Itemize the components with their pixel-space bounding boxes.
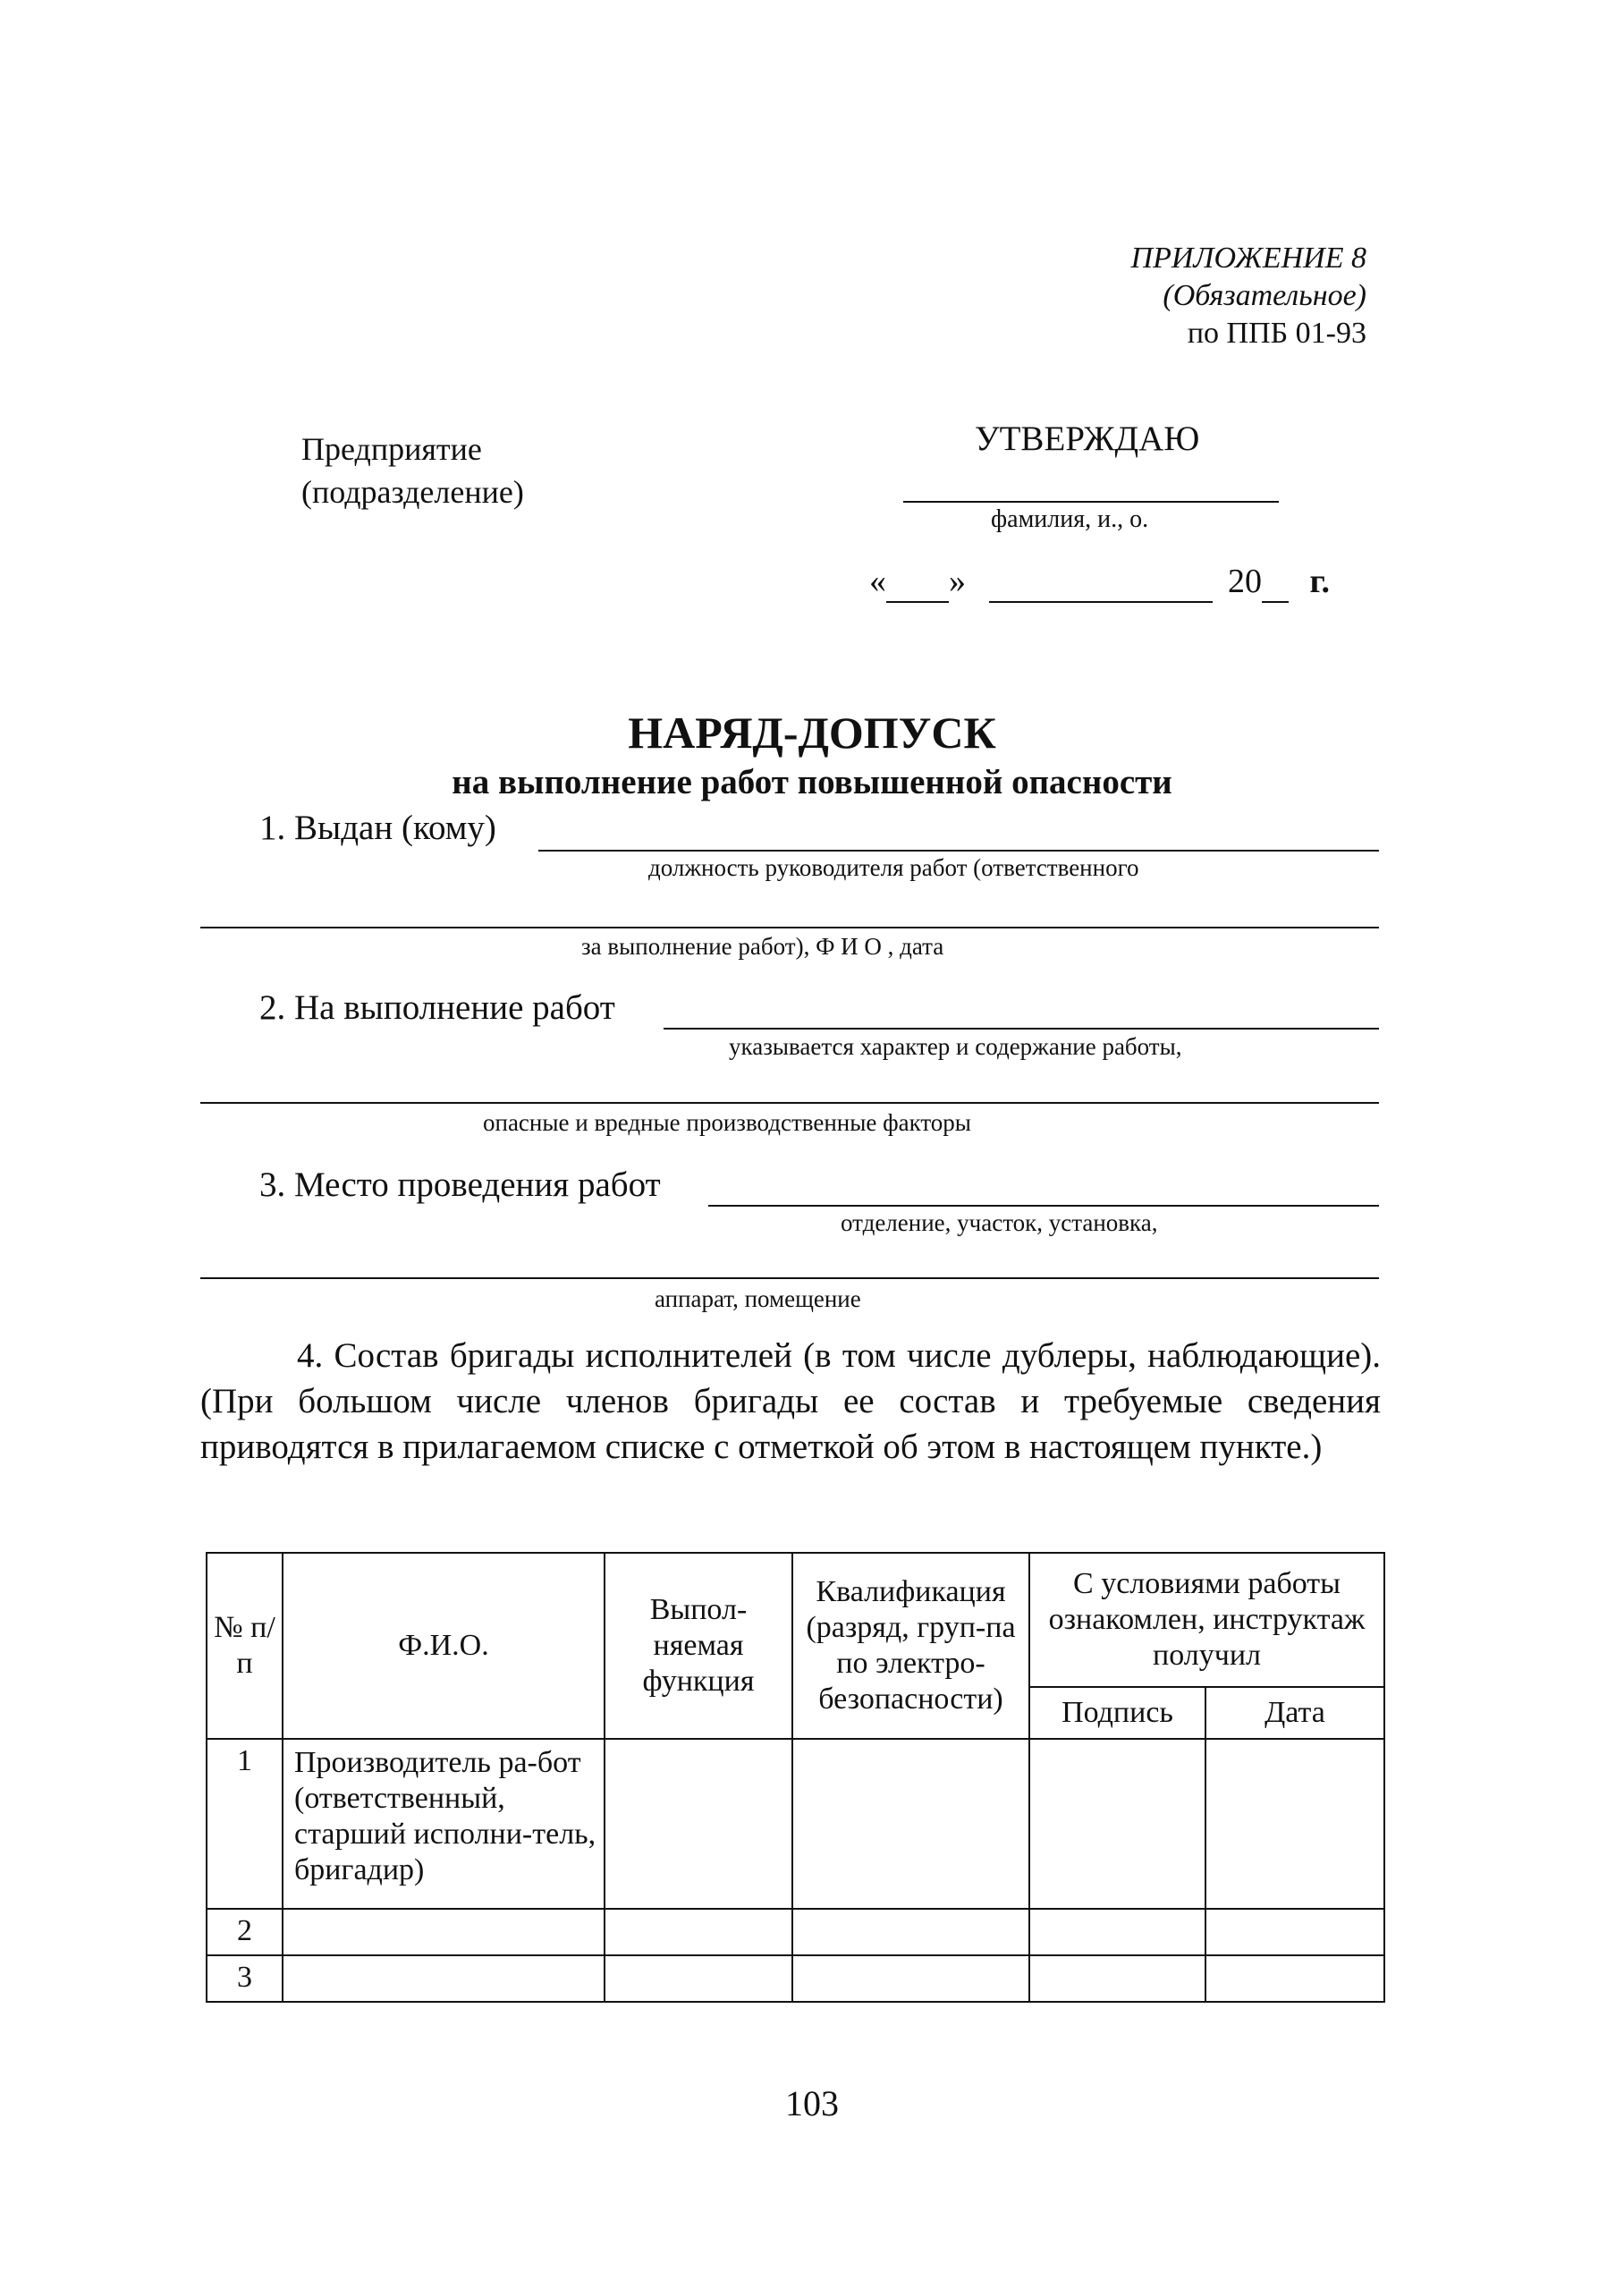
row-date-cell	[1205, 1739, 1384, 1909]
approval-date-row	[869, 562, 1330, 603]
date-quote-open: «	[869, 563, 886, 600]
year-suffix: г.	[1309, 563, 1330, 600]
work-line	[664, 1028, 1379, 1030]
appendix-reference: по ППБ 01-93	[1187, 317, 1366, 350]
row-qualification-cell	[792, 1739, 1029, 1909]
place-line	[708, 1205, 1379, 1207]
approver-name-line	[903, 501, 1279, 503]
issued-to-label: 1. Выдан (кому)	[259, 809, 496, 847]
appendix-title: ПРИЛОЖЕНИЕ 8	[1130, 242, 1366, 275]
issued-to-caption-2: за выполнение работ), Ф И О , дата	[581, 933, 944, 960]
header-signature: Подпись	[1029, 1687, 1205, 1739]
header-function: Выпол-няемая функция	[605, 1553, 792, 1739]
place-label: 3. Место проведения работ	[259, 1165, 661, 1204]
approval-heading: УТВЕРЖДАЮ	[975, 420, 1200, 458]
work-label: 2. На выполнение работ	[259, 988, 615, 1027]
row-function-cell	[605, 1739, 792, 1909]
issued-to-caption-1: должность руководителя работ (ответственного	[648, 854, 1139, 881]
place-caption-1: отделение, участок, установка,	[841, 1209, 1158, 1236]
issued-to-line-2	[200, 927, 1379, 928]
appendix-header	[1131, 240, 1366, 352]
table-row	[207, 1955, 1384, 2002]
place-line-2	[200, 1277, 1379, 1279]
row-qualification-cell	[792, 1909, 1029, 1955]
table-row	[207, 1909, 1384, 1955]
subdivision-label: (подразделение)	[301, 474, 524, 510]
row-fio	[283, 1955, 605, 2002]
header-number: № п/п	[207, 1553, 283, 1739]
page-number: 103	[785, 2083, 839, 2123]
work-line-2	[200, 1102, 1379, 1104]
row-date-cell	[1205, 1955, 1384, 2002]
row-fio: Производитель ра-бот (ответственный, старший исполни-тель, бригадир)	[283, 1739, 605, 1909]
work-caption-1: указывается характер и содержание работы,	[729, 1033, 1182, 1060]
row-function-cell	[605, 1955, 792, 2002]
row-signature-cell	[1029, 1909, 1205, 1955]
organization-label: Предприятие	[301, 431, 482, 467]
date-quote-close: »	[949, 563, 966, 600]
header-qualification: Квалификация (разряд, груп-па по электро-безопасности)	[792, 1553, 1029, 1739]
year-prefix: 20	[1228, 563, 1262, 600]
row-fio	[283, 1909, 605, 1955]
row-number: 3	[207, 1955, 283, 2002]
issued-to-line	[538, 850, 1379, 852]
place-caption-2: аппарат, помещение	[655, 1285, 861, 1312]
brigade-table	[206, 1552, 1385, 2003]
table-row	[207, 1739, 1384, 1909]
year-blank	[1262, 562, 1289, 603]
row-number: 1	[207, 1739, 283, 1909]
header-conditions: С условиями работы ознакомлен, инструктаж получил	[1029, 1553, 1384, 1687]
month-blank	[989, 562, 1213, 603]
day-blank	[886, 562, 949, 603]
document-title: НАРЯД-ДОПУСК	[628, 708, 996, 758]
row-number: 2	[207, 1909, 283, 1955]
row-function-cell	[605, 1909, 792, 1955]
row-qualification-cell	[792, 1955, 1029, 2002]
row-date-cell	[1205, 1909, 1384, 1955]
header-fio: Ф.И.О.	[283, 1553, 605, 1739]
brigade-composition-paragraph: 4. Состав бригады исполнителей (в том числе дублеры, наблюдающие). (При большом числе членов бригады ее состав и требуемые сведения приводятся в прилагаемом списке с отметкой об этом в настоящем пункте.)	[200, 1336, 1381, 1466]
row-signature-cell	[1029, 1739, 1205, 1909]
appendix-status: (Обязательное)	[1163, 279, 1366, 312]
approver-name-caption: фамилия, и., о.	[991, 505, 1149, 533]
header-date: Дата	[1205, 1687, 1384, 1739]
document-subtitle: на выполнение работ повышенной опасности	[452, 763, 1172, 801]
row-signature-cell	[1029, 1955, 1205, 2002]
work-caption-2: опасные и вредные производственные факторы	[483, 1109, 971, 1136]
organization-block	[301, 428, 524, 513]
